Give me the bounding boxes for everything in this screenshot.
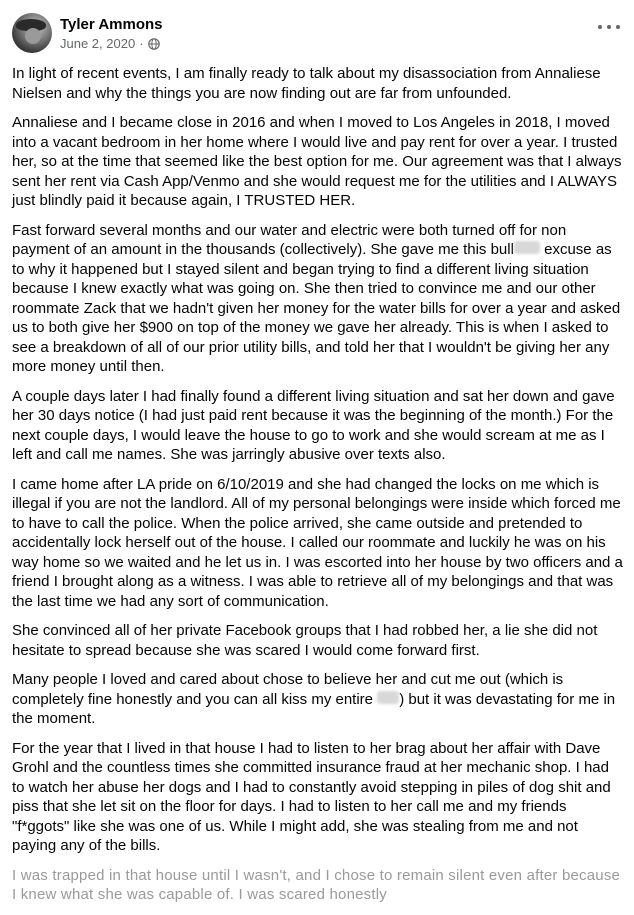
post-body (12, 64, 624, 915)
post-header (12, 13, 163, 53)
censored-blur (514, 241, 540, 254)
paragraph-9: I was trapped in that house until I wasn't, and I chose to remain silent even after because I knew what she was capable of. I was scared honestly (12, 866, 621, 903)
paragraph-7-part-2: ) but it was devastating for me in the moment. (12, 690, 616, 727)
paragraph-7 (12, 670, 624, 729)
separator-dot: · (139, 35, 144, 51)
paragraph-8: For the year that I lived in that house I had to listen to her brag about her affair with Dave Grohl and the countless times she committed insurance fraud at her mechanic shop. I had to watch her abuse her dogs and I had to constantly avoid stepping in piles of dog shit and piss that she let sit on the floor for days. I had to listen to her call me and my friends "f*ggots" like she was one of us. While I might add, she was stealing from me and not paying any of the bills. (12, 739, 611, 854)
globe-icon[interactable] (148, 37, 160, 49)
paragraph-2: Annaliese and I became close in 2016 and when I moved to Los Angeles in 2018, I moved into a vacant bedroom in her home where I would live and pay rent for over a year. I trusted her, so at the time that seemed like the best option for me. Our agreement was that I always sent her rent via Cash App/Venmo and she would request me for the utilities and I ALWAYS just blindly paid it because again, I TRUSTED HER. (12, 114, 622, 209)
paragraph-4: A couple days later I had finally found a different living situation and sat her down and gave her 30 days notice (I had just paid rent because it was the beginning of the month.) For the next couple days, I would leave the house to go to work and she would scream at me as I left and call me names. She was jarringly abusive over texts also. (12, 387, 615, 463)
author-name[interactable]: Tyler Ammons (60, 15, 163, 33)
avatar[interactable] (12, 13, 52, 53)
more-options-icon[interactable] (598, 22, 620, 32)
paragraph-1: In light of recent events, I am finally ready to talk about my disassociation from Annaliese Nielsen and why the things you are now finding out are far from unfounded. (12, 65, 601, 102)
paragraph-3-part-2: excuse as to why it happened but I stayed silent and began trying to find a different living situation because I knew exactly what was going on. She then tried to convince me and our other roommate Zack that we hadn't given her money for the water bills for over a year and asked us to both give her $900 on top of the money we gave her already. This is when I asked to see a breakdown of all of our prior utility bills, and told her that I wouldn't be giving her any more money until then. (12, 241, 621, 375)
paragraph-3-part-1: Fast forward several months and our water and electric were both turned off for non payment of an amount in the thousands (collectively). She gave me this bull (12, 221, 567, 258)
paragraph-7-part-1: Many people I loved and cared about chose to believe her and cut me out (which is completely fine honestly and you can all kiss my entire (12, 671, 564, 708)
paragraph-6: She convinced all of her private Facebook groups that I had robbed her, a lie she did not hesitate to spread because she was scared I would come forward first. (12, 622, 598, 659)
post-meta (60, 15, 163, 52)
post-date[interactable]: June 2, 2020 (60, 35, 136, 51)
paragraph-5: I came home after LA pride on 6/10/2019 and she had changed the locks on me which is illegal if you are not the landlord. All of my personal belongings were inside which forced me to have to call the police. When the police arrived, she came outside and pretended to accidentally lock herself out of the house. I called our roommate and luckily he was on his way home so we waited and he let us in. I was escorted into her house by two officers and a friend I brought along as a witness. I was able to retrieve all of my belongings and that was the last time we had any sort of communication. (12, 475, 623, 610)
paragraph-3 (12, 221, 624, 377)
avatar-face-shape (25, 28, 41, 44)
censored-blur (377, 691, 399, 704)
post-subline (60, 35, 163, 52)
